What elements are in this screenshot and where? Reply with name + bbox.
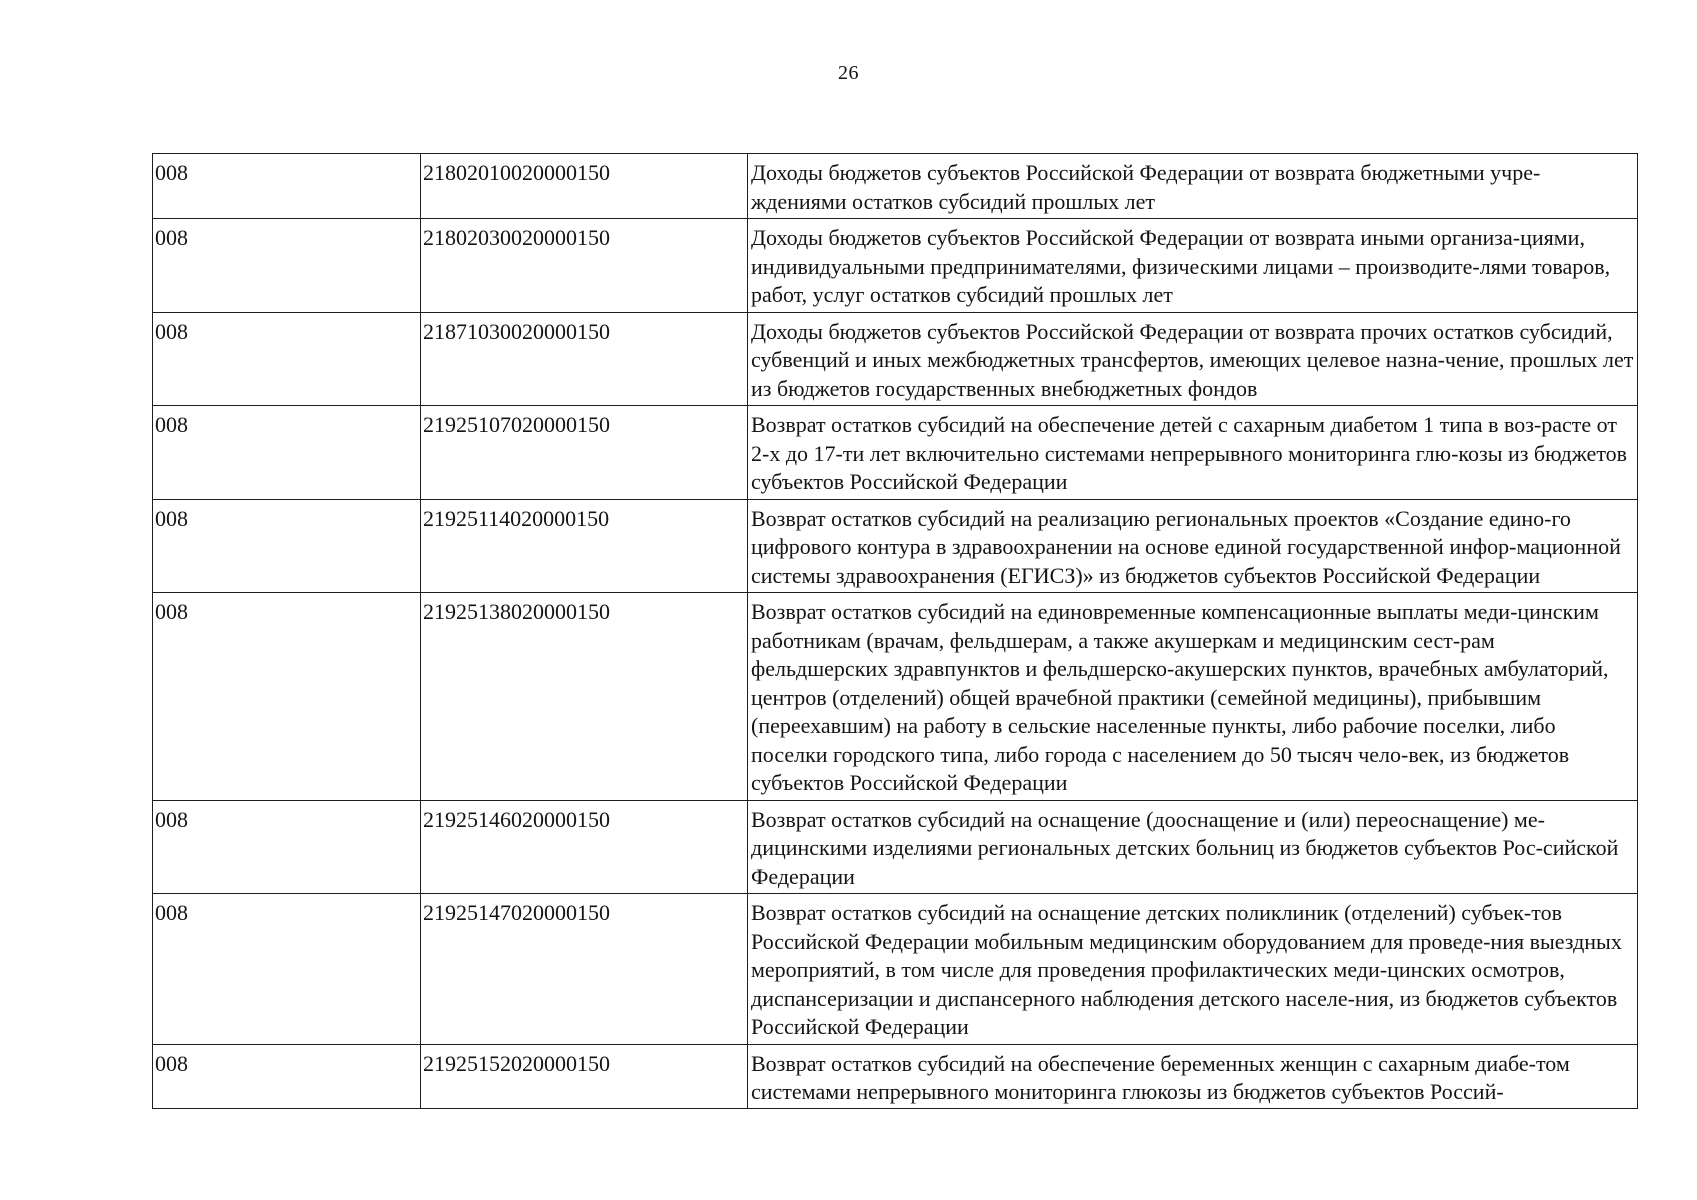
admin-code-cell: 008 [153,894,421,1045]
budget-codes-table [152,153,1638,1109]
budget-code-cell: 21925138020000150 [421,593,748,801]
description-cell: Возврат остатков субсидий на реализацию региональных проектов «Создание едино-го цифрового контура в здравоохранении на основе единой государственной инфор-мационной системы здравоохранения (ЕГИСЗ)» из бюджетов субъектов Российской Федерации [748,499,1638,593]
description-cell: Возврат остатков субсидий на обеспечение детей с сахарным диабетом 1 типа в воз-расте от 2-х до 17-ти лет включительно системами непрерывного мониторинга глю-козы из бюджетов субъектов Российской Федерации [748,406,1638,500]
admin-code-text: 008 [155,1050,188,1076]
description-cell: Возврат остатков субсидий на единовременные компенсационные выплаты меди-цинским работникам (врачам, фельдшерам, а также акушеркам и медицинским сест-рам фельдшерских здравпунктов и фельдшерско-акушерских пунктов, врачебных амбулаторий, центров (отделений) общей врачебной практики (семейной медицины), прибывшим (переехавшим) на работу в сельские населенные пункты, либо рабочие поселки, либо поселки городского типа, либо города с населением до 50 тысяч чело-век, из бюджетов субъектов Российской Федерации [748,593,1638,801]
table-row [153,1044,1638,1108]
admin-code-cell: 008 [153,219,421,313]
description-cell: Возврат остатков субсидий на оснащение детских поликлиник (отделений) субъек-тов Российской Федерации мобильным медицинским оборудованием для проведе-ния выездных мероприятий, в том числе для проведения профилактических меди-цинских осмотров, диспансеризации и диспансерного наблюдения детского населе-ния, из бюджетов субъектов Российской Федерации [748,894,1638,1045]
description-cell: Доходы бюджетов субъектов Российской Федерации от возврата прочих остатков субсидий, субвенций и иных межбюджетных трансфертов, имеющих целевое назна-чение, прошлых лет из бюджетов государственных внебюджетных фондов [748,312,1638,406]
budget-code-cell: 21925114020000150 [421,499,748,593]
page-number: 26 [838,62,859,84]
admin-code-cell: 008 [153,800,421,894]
table-row [153,593,1638,801]
table-row [153,406,1638,500]
table-row [153,894,1638,1045]
admin-code-cell: 008 [153,593,421,801]
admin-code-cell: 008 [153,499,421,593]
table-row [153,219,1638,313]
description-text: Возврат остатков субсидий на обеспечение беременных женщин с сахарным диабе-том системами непрерывного мониторинга глюкозы из бюджетов субъектов Россий- [751,1050,1570,1104]
description-cell: Доходы бюджетов субъектов Российской Федерации от возврата бюджетными учре-ждениями остатков субсидий прошлых лет [748,154,1638,219]
budget-code-cell: 21802030020000150 [421,219,748,313]
budget-code-text: 21925152020000150 [423,1050,610,1076]
description-cell: Доходы бюджетов субъектов Российской Федерации от возврата иными организа-циями, индивидуальными предпринимателями, физическими лицами – производите-лями товаров, работ, услуг остатков субсидий прошлых лет [748,219,1638,313]
admin-code-cell [153,1044,421,1108]
admin-code-cell: 008 [153,406,421,500]
description-cell [748,1044,1638,1108]
budget-code-cell: 21802010020000150 [421,154,748,219]
table-row [153,154,1638,219]
budget-code-cell: 21925147020000150 [421,894,748,1045]
budget-code-cell: 21925107020000150 [421,406,748,500]
table-row [153,800,1638,894]
budget-code-cell: 21871030020000150 [421,312,748,406]
admin-code-cell: 008 [153,312,421,406]
table-row [153,499,1638,593]
admin-code-cell: 008 [153,154,421,219]
table-row [153,312,1638,406]
budget-code-cell [421,1044,748,1108]
budget-code-cell: 21925146020000150 [421,800,748,894]
description-cell: Возврат остатков субсидий на оснащение (дооснащение и (или) переоснащение) ме-дицинскими изделиями региональных детских больниц из бюджетов субъектов Рос-сийской Федерации [748,800,1638,894]
